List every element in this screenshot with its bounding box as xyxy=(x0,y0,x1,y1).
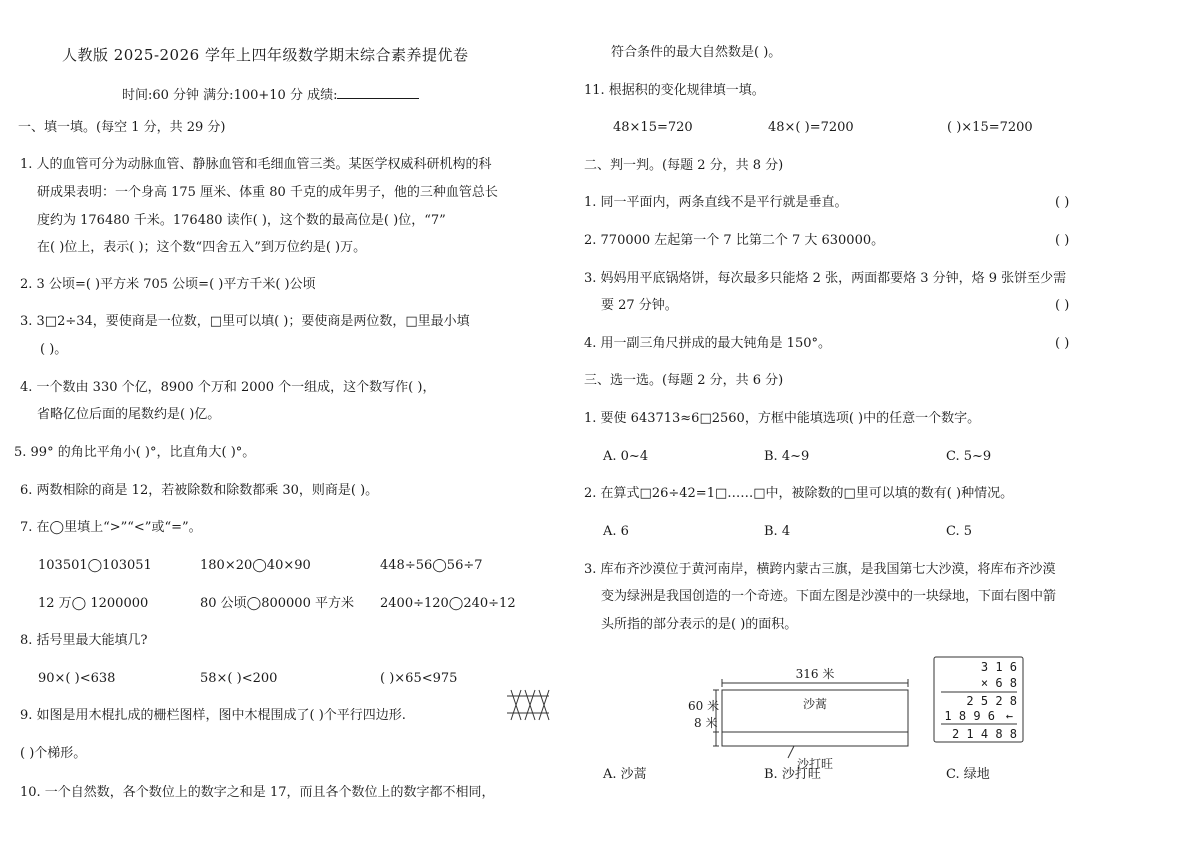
exam-title: 人教版 2025-2026 学年上四年级数学期末综合素养提优卷 xyxy=(62,46,469,64)
mult-row-4: 1 8 9 6 xyxy=(944,709,995,723)
mult-row-1: 3 1 6 xyxy=(980,660,1017,674)
judge-1: 1. 同一平面内，两条直线不是平行就是垂直。 xyxy=(584,195,848,210)
mult-row-3: 2 5 2 8 xyxy=(966,694,1017,708)
q11-line: 11. 根据积的变化规律填一填。 xyxy=(584,83,765,98)
q2-line: 2. 3 公顷=( )平方米 705 公顷=( )平方千米( )公顷 xyxy=(20,277,316,292)
section-3-heading: 三、选一选。(每题 2 分，共 6 分) xyxy=(584,373,784,388)
choice-3-line-3: 头所指的部分表示的是( )的面积。 xyxy=(601,617,798,632)
mult-arrow: ← xyxy=(1005,709,1013,723)
score-blank xyxy=(337,86,419,99)
q5-line: 5. 99° 的角比平角小( )°，比直角大( )°。 xyxy=(14,445,256,460)
q11-item-1: 48×15=720 xyxy=(613,120,693,135)
q7-item-3: 448÷56◯56÷7 xyxy=(380,558,483,573)
judge-4-paren: ( ) xyxy=(1055,336,1070,351)
multiplication-figure xyxy=(933,656,1025,744)
q7-item-1: 103501◯103051 xyxy=(38,558,152,573)
q7-item-4: 12 万◯ 1200000 xyxy=(38,596,149,611)
q10-line-1: 10. 一个自然数，各个数位上的数字之和是 17，而且各个数位上的数字都不相同， xyxy=(20,785,495,800)
choice-2: 2. 在算式□26÷42=1□……□中，被除数的□里可以填的数有( )种情况。 xyxy=(584,486,1014,501)
judge-3-paren: ( ) xyxy=(1055,298,1070,313)
choice-1-option-a: A. 0~4 xyxy=(603,449,649,464)
exam-info xyxy=(122,86,419,104)
q1-line-1: 1. 人的血管可分为动脉血管、静脉血管和毛细血管三类。某医学权威科研机构的科 xyxy=(20,157,492,172)
choice-3-option-c: C. 绿地 xyxy=(946,767,990,782)
q6-line: 6. 两数相除的商是 12，若被除数和除数都乘 30，则商是( )。 xyxy=(20,483,379,498)
land-figure xyxy=(684,664,916,770)
exam-info-text: 时间:60 分钟 满分:100+10 分 成绩: xyxy=(122,88,338,103)
land-height-label: 60 米 xyxy=(688,699,720,713)
judge-2-paren: ( ) xyxy=(1055,233,1070,248)
q4-line-1: 4. 一个数由 330 个亿，8900 个万和 2000 个一组成，这个数写作( )， xyxy=(20,380,436,395)
shadawang-label: 沙打旺 xyxy=(796,757,834,770)
q1-line-4: 在( )位上，表示( )；这个数“四舍五入”到万位约是( )万。 xyxy=(37,240,367,255)
q8-line: 8. 括号里最大能填几? xyxy=(20,633,148,648)
q9-line-1: 9. 如图是用木棍扎成的栅栏图样，图中木棍围成了( )个平行四边形. xyxy=(20,708,406,723)
q11-item-3: ( )×15=7200 xyxy=(947,120,1033,135)
choice-3-option-b: B. 沙打旺 xyxy=(764,767,821,782)
land-width-label: 316 米 xyxy=(795,667,835,681)
land-strip-label: 8 米 xyxy=(694,716,718,730)
q10-line-2: 符合条件的最大自然数是( )。 xyxy=(611,45,782,60)
choice-2-option-c: C. 5 xyxy=(946,524,973,539)
q8-item-3: ( )×65<975 xyxy=(380,671,458,686)
choice-1-option-c: C. 5~9 xyxy=(946,449,992,464)
mult-row-5: 2 1 4 8 8 xyxy=(951,727,1017,741)
q3-line-2: ( )。 xyxy=(40,342,68,357)
q1-line-2: 研成果表明：一个身高 175 厘米、体重 80 千克的成年男子，他的三种血管总长 xyxy=(37,185,498,200)
q7-item-5: 80 公顷◯800000 平方米 xyxy=(200,596,354,611)
choice-2-option-a: A. 6 xyxy=(603,524,629,539)
q7-line: 7. 在◯里填上“>”“<”或“=”。 xyxy=(20,520,202,535)
q8-item-1: 90×( )<638 xyxy=(38,671,116,686)
fence-figure xyxy=(505,688,551,722)
section-2-heading: 二、判一判。(每题 2 分，共 8 分) xyxy=(584,158,784,173)
choice-1: 1. 要使 643713≈6□2560，方框中能填选项( )中的任意一个数字。 xyxy=(584,411,981,426)
choice-1-option-b: B. 4~9 xyxy=(764,449,810,464)
q4-line-2: 省略亿位后面的尾数约是( )亿。 xyxy=(37,407,221,422)
judge-4: 4. 用一副三角尺拼成的最大钝角是 150°。 xyxy=(584,336,831,351)
choice-3-line-1: 3. 库布齐沙漠位于黄河南岸，横跨内蒙古三旗，是我国第七大沙漠，将库布齐沙漠 xyxy=(584,562,1056,577)
q9-line-2: ( )个梯形。 xyxy=(20,746,87,761)
shahao-label: 沙蒿 xyxy=(802,697,828,711)
q7-item-2: 180×20◯40×90 xyxy=(200,558,311,573)
q8-item-2: 58×( )<200 xyxy=(200,671,278,686)
judge-2: 2. 770000 左起第一个 7 比第二个 7 大 630000。 xyxy=(584,233,885,248)
q11-item-2: 48×( )=7200 xyxy=(768,120,854,135)
judge-3-line-2: 要 27 分钟。 xyxy=(601,298,678,313)
judge-3-line-1: 3. 妈妈用平底锅烙饼，每次最多只能烙 2 张，两面都要烙 3 分钟，烙 9 张饼至少需 xyxy=(584,271,1067,286)
q1-line-3: 度约为 176480 千米。176480 读作( )，这个数的最高位是( )位，“7” xyxy=(37,213,446,228)
choice-3-option-a: A. 沙蒿 xyxy=(603,767,647,782)
judge-1-paren: ( ) xyxy=(1055,195,1070,210)
mult-row-2: × 6 8 xyxy=(980,676,1017,690)
q7-item-6: 2400÷120◯240÷12 xyxy=(380,596,516,611)
choice-2-option-b: B. 4 xyxy=(764,524,791,539)
section-1-heading: 一、填一填。(每空 1 分，共 29 分) xyxy=(18,120,226,135)
q3-line-1: 3. 3□2÷34，要使商是一位数，□里可以填( )；要使商是两位数，□里最小填 xyxy=(20,314,470,329)
choice-3-line-2: 变为绿洲是我国创造的一个奇迹。下面左图是沙漠中的一块绿地，下面右图中箭 xyxy=(601,589,1057,604)
